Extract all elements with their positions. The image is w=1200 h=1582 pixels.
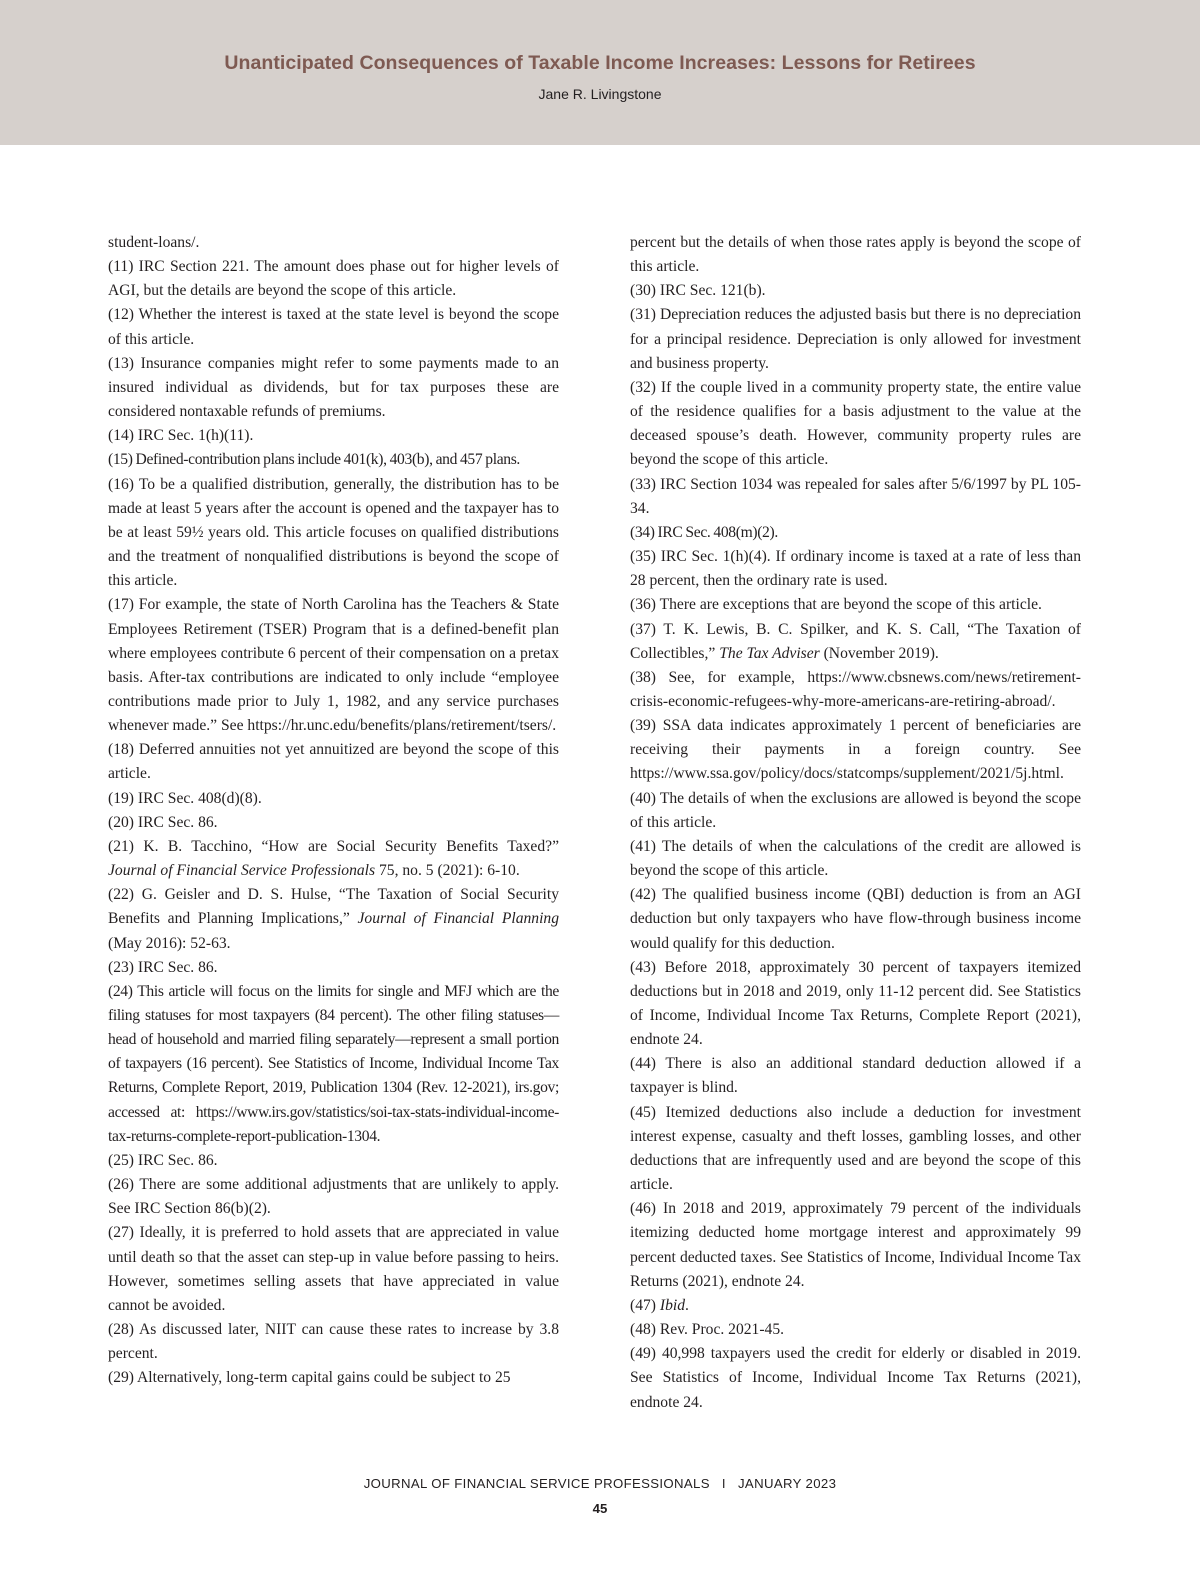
- endnote-text: (47): [630, 1296, 660, 1314]
- endnote: (19) IRC Sec. 408(d)(8).: [108, 789, 262, 807]
- endnote: (39) SSA data indicates approximately 1 percent of beneficiaries are receiving their payments in a foreign country. See https://www.ssa.gov/policy/docs/statcomps/supplement/2021/5j.html.: [630, 717, 1081, 783]
- page-number: 45: [592, 1501, 608, 1516]
- article-author: Jane R. Livingstone: [538, 86, 662, 102]
- endnote: (27) Ideally, it is preferred to hold assets that are appreciated in value until death so that the asset can step-up in value before passing to heirs. However, sometimes selling assets that have appreciated in value cannot be avoided.: [108, 1224, 559, 1314]
- endnote: (46) In 2018 and 2019, approximately 79 percent of the individuals itemizing deducted home mortgage interest and approximately 99 percent deducted taxes. See Statistics of Income, Individual Income Tax Returns (2021), endnote 24.: [630, 1200, 1081, 1290]
- endnote: (31) Depreciation reduces the adjusted basis but there is no depreciation for a principal residence. Depreciation is only allowed for investment and business property.: [630, 306, 1081, 372]
- endnote: (33) IRC Section 1034 was repealed for sales after 5/6/1997 by PL 105-34.: [630, 475, 1081, 517]
- endnote: student-loans/.: [108, 234, 200, 251]
- endnote: [108, 883, 559, 955]
- endnote: [630, 1294, 1081, 1318]
- endnote: percent but the details of when those rates apply is beyond the scope of this article.: [630, 234, 1081, 276]
- endnote: [108, 835, 559, 883]
- endnote-text: (22) G. Geisler and D. S. Hulse, “The Taxation of Social Security Benefits and Planning Implications,”: [108, 886, 559, 928]
- endnote: (20) IRC Sec. 86.: [108, 813, 218, 831]
- endnote-text: (21) K. B. Tacchino, “How are Social Security Benefits Taxed?”: [108, 837, 559, 855]
- endnote: (18) Deferred annuities not yet annuitized are beyond the scope of this article.: [108, 741, 559, 783]
- endnote: (49) 40,998 taxpayers used the credit for elderly or disabled in 2019. See Statistics of Income, Individual Income Tax Returns (2021), endnote 24.: [630, 1345, 1081, 1411]
- endnote: [630, 618, 1081, 666]
- endnote-text: (May 2016): 52-63.: [108, 934, 231, 952]
- endnote: (48) Rev. Proc. 2021-45.: [630, 1321, 785, 1339]
- endnote: (15) Defined-contribution plans include 401(k), 403(b), and 457 plans.: [108, 451, 520, 469]
- endnote: (28) As discussed later, NIIT can cause these rates to increase by 3.8 percent.: [108, 1321, 559, 1363]
- footer-journal-line: JOURNAL OF FINANCIAL SERVICE PROFESSIONALS I JANUARY 2023: [363, 1476, 837, 1491]
- endnote: (23) IRC Sec. 86.: [108, 958, 218, 976]
- endnote: (12) Whether the interest is taxed at the state level is beyond the scope of this article.: [108, 306, 559, 348]
- endnote-italic-title: Journal of Financial Planning: [357, 910, 560, 928]
- endnote: (44) There is also an additional standard deduction allowed if a taxpayer is blind.: [630, 1055, 1081, 1097]
- endnote: (30) IRC Sec. 121(b).: [630, 282, 766, 300]
- endnote: (34) IRC Sec. 408(m)(2).: [630, 523, 778, 541]
- endnote: (16) To be a qualified distribution, generally, the distribution has to be made at least 5 years after the account is opened and the taxpayer has to be at least 59½ years old. This article focuses on qualified distributions and the treatment of nonqualified distributions is beyond the scope of this article.: [108, 475, 559, 590]
- endnote: (42) The qualified business income (QBI) deduction is from an AGI deduction but only taxpayers who have flow-through business income would qualify for this deduction.: [630, 886, 1081, 952]
- endnote: (45) Itemized deductions also include a deduction for investment interest expense, casualty and theft losses, gambling losses, and other deductions that are infrequently used and are beyond the scope of this article.: [630, 1103, 1081, 1194]
- endnote: (29) Alternatively, long-term capital gains could be subject to 25: [108, 1369, 511, 1387]
- endnote: (14) IRC Sec. 1(h)(11).: [108, 427, 254, 445]
- endnote-italic-title: Ibid: [659, 1296, 686, 1314]
- endnote: (43) Before 2018, approximately 30 percent of taxpayers itemized deductions but in 2018 and 2019, only 11-12 percent did. See Statistics of Income, Individual Income Tax Returns, Complete Report (2021), endnote 24.: [630, 958, 1081, 1049]
- endnotes-right-column: [630, 231, 1081, 1415]
- endnote: (40) The details of when the exclusions are allowed is beyond the scope of this article.: [630, 789, 1081, 831]
- header-band: [0, 0, 1200, 145]
- endnote: (11) IRC Section 221. The amount does phase out for higher levels of AGI, but the details are beyond the scope of this article.: [108, 258, 559, 300]
- endnote: (38) See, for example, https://www.cbsnews.com/news/retirement-crisis-economic-refugees-why-more-americans-are-retiring-abroad/.: [630, 668, 1081, 710]
- endnote-italic-title: Journal of Financial Service Professionals: [108, 862, 376, 880]
- endnote: (17) For example, the state of North Carolina has the Teachers & State Employees Retirement (TSER) Program that is a defined-benefit plan where employees contribute 6 percent of their compensation on a pretax basis. After-tax contributions are indicated to only include “employee contributions made prior to July 1, 1982, and any service purchases whenever made.” See https://hr.unc.edu/benefits/plans/retirement/tsers/.: [108, 596, 559, 735]
- endnote: (36) There are exceptions that are beyond the scope of this article.: [630, 596, 1042, 614]
- endnote: (25) IRC Sec. 86.: [108, 1151, 218, 1169]
- endnote: (35) IRC Sec. 1(h)(4). If ordinary income is taxed at a rate of less than 28 percent, then the ordinary rate is used.: [630, 548, 1081, 590]
- endnotes-left-column: [108, 231, 559, 1391]
- endnote: (24) This article will focus on the limits for single and MFJ which are the filing statuses for most taxpayers (84 percent). The other filing statuses—head of household and married filing separately—represent a small portion of taxpayers (16 percent). See Statistics of Income, Individual Income Tax Returns, Complete Report, 2019, Publication 1304 (Rev. 12-2021), irs.gov; accessed at: https://www.irs.gov/statistics/soi-tax-stats-individual-income-tax-returns-complete-report-publication-1304.: [108, 982, 559, 1145]
- endnote-text: (November 2019).: [819, 644, 939, 662]
- endnote: (13) Insurance companies might refer to some payments made to an insured individual as dividends, but for tax purposes these are considered nontaxable refunds of premiums.: [108, 354, 559, 421]
- article-title: Unanticipated Consequences of Taxable Income Increases: Lessons for Retirees: [224, 52, 976, 74]
- endnote-italic-title: The Tax Adviser: [719, 644, 820, 662]
- endnote: (32) If the couple lived in a community property state, the entire value of the residence qualifies for a basis adjustment to the value at the deceased spouse’s death. However, community property rules are beyond the scope of this article.: [630, 378, 1081, 469]
- endnote: (41) The details of when the calculations of the credit are allowed is beyond the scope of this article.: [630, 837, 1081, 880]
- endnote-text: (37) T. K. Lewis, B. C. Spilker, and K. S. Call, “The Taxation of Collectibles,”: [630, 620, 1081, 662]
- endnote: (26) There are some additional adjustments that are unlikely to apply. See IRC Section 86(b)(2).: [108, 1176, 559, 1218]
- endnote-text: 75, no. 5 (2021): 6-10.: [375, 862, 520, 880]
- endnote-text: .: [685, 1296, 689, 1314]
